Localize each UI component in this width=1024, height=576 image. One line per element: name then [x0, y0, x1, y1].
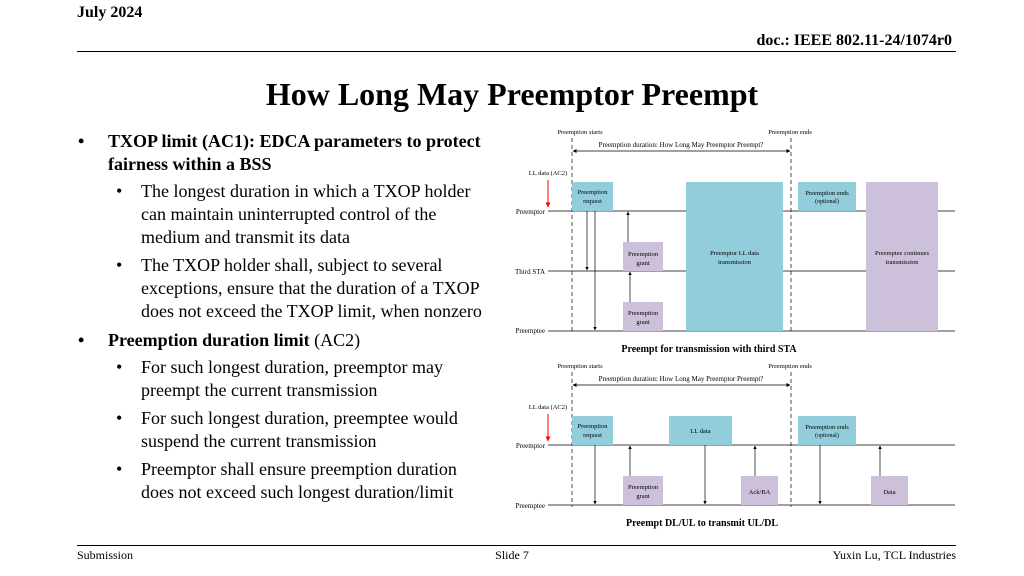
svg-text:grant: grant: [636, 493, 650, 500]
row-label-preemptee: Preemptee: [515, 502, 545, 510]
duration-label: Preemption duration: How Long May Preemptor Preempt?: [598, 141, 764, 149]
svg-text:Preemption: Preemption: [628, 484, 658, 491]
box-preemption-request: [572, 182, 613, 211]
sub-bullet: • For such longest duration, preemptor may preempt the current transmission: [116, 357, 443, 400]
svg-text:Preemption: Preemption: [628, 251, 658, 258]
sub-bullet: • Preemptor shall ensure preemption duration does not exceed such longest duration/limit: [116, 459, 457, 502]
bullet-dot: •: [78, 131, 85, 151]
svg-text:Preemptor LL data: Preemptor LL data: [710, 250, 759, 257]
svg-text:request: request: [583, 198, 602, 205]
row-label-preemptor: Preemptor: [515, 442, 545, 450]
slide-title: How Long May Preemptor Preempt: [265, 76, 759, 112]
footer-divider: [77, 545, 956, 546]
svg-text:(optional): (optional): [815, 199, 839, 205]
svg-text:Preemptee continues: Preemptee continues: [875, 250, 929, 257]
svg-text:LL data: LL data: [690, 428, 711, 435]
ll-data-label: LL data (AC2): [528, 404, 568, 411]
svg-text:Preemption: Preemption: [577, 423, 608, 430]
bullet-txop-heading: TXOP limit (AC1): EDCA parameters to protect fairness within a BSS: [108, 131, 481, 174]
svg-text:grant: grant: [636, 260, 650, 267]
svg-text:Preemption: Preemption: [577, 189, 608, 196]
header-date: July 2024: [77, 4, 143, 21]
footer-slide-number: Slide 7: [495, 548, 529, 562]
bullet-preemption-heading: Preemption duration limit: [108, 330, 310, 350]
duration-label: Preemption duration: How Long May Preemptor Preempt?: [598, 375, 764, 383]
svg-text:transmission: transmission: [718, 259, 751, 266]
svg-text:Data: Data: [883, 489, 896, 496]
preemption-ends-label: Preemption ends: [768, 363, 812, 370]
bullet-dot: •: [78, 330, 85, 350]
svg-text:Preemption: Preemption: [628, 310, 658, 317]
svg-text:transmission: transmission: [885, 259, 919, 266]
preemption-ends-label: Preemption ends: [768, 129, 812, 136]
bullet-preemption-limit: • Preemption duration limit (AC2): [78, 330, 361, 350]
footer-author: Yuxin Lu, TCL Industries: [832, 548, 956, 562]
preemption-starts-label: Preemption starts: [557, 363, 603, 370]
footer-submission: Submission: [77, 548, 134, 562]
svg-text:Ack/BA: Ack/BA: [748, 489, 771, 496]
ll-data-label: LL data (AC2): [528, 170, 568, 177]
row-label-third-sta: Third STA: [515, 268, 545, 276]
svg-text:(optional): (optional): [815, 433, 839, 439]
diagram-third-sta: [515, 129, 955, 355]
diagram2-caption: Preempt DL/UL to transmit UL/DL: [625, 518, 779, 529]
svg-text:Preemption ends: Preemption ends: [805, 424, 849, 431]
svg-text:grant: grant: [636, 319, 650, 326]
diagram-dl-ul: [515, 363, 955, 529]
preemption-starts-label: Preemption starts: [557, 129, 603, 136]
sub-bullet: • The longest duration in which a TXOP holder can maintain uninterrupted control of the medium and transmit its data: [116, 181, 471, 247]
row-label-preemptee: Preemptee: [515, 327, 545, 335]
box-preemption-request: [572, 416, 613, 445]
sub-bullet: • The TXOP holder shall, subject to several exceptions, ensure that the duration of a TXOP does not exceed the TXOP limit, when nonzero: [116, 255, 482, 321]
svg-text:request: request: [583, 432, 602, 439]
sub-bullet: • For such longest duration, preemptee would suspend the current transmission: [116, 408, 458, 451]
diagram1-caption: Preempt for transmission with third STA: [621, 344, 797, 355]
row-label-preemptor: Preemptor: [515, 208, 545, 216]
header-doc-id: doc.: IEEE 802.11-24/1074r0: [756, 32, 952, 49]
svg-text:Preemption ends: Preemption ends: [805, 190, 849, 197]
